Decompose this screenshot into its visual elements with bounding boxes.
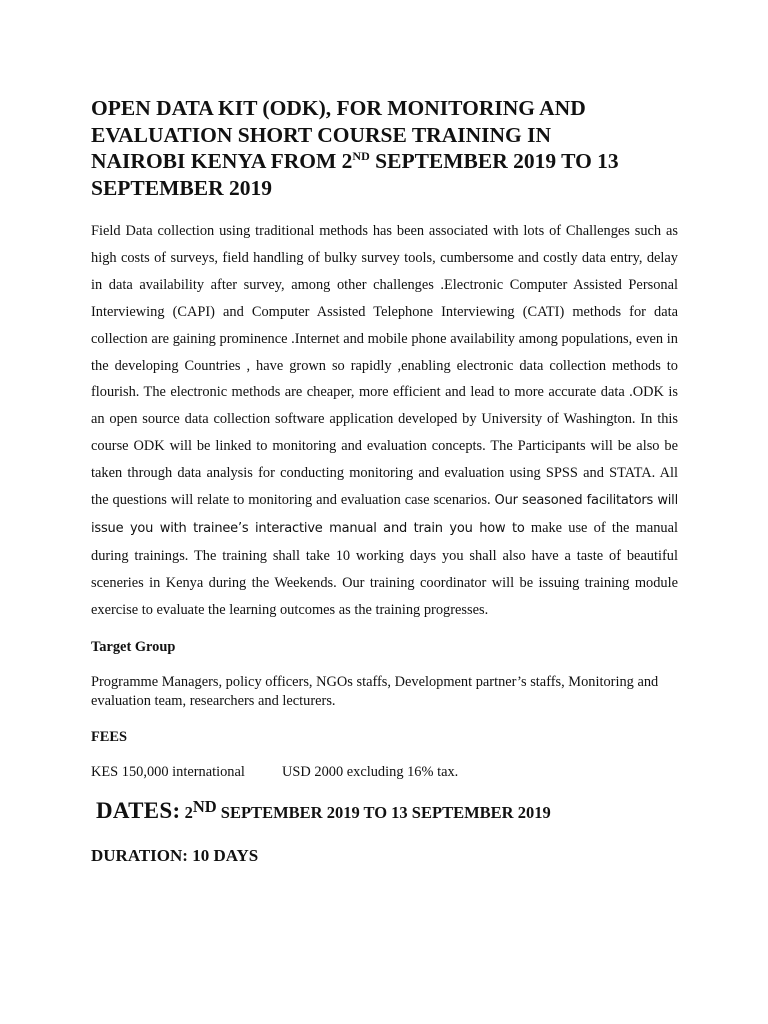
title-line-1: OPEN DATA KIT (ODK), FOR MONITORING AND [91, 96, 586, 120]
dates-value-end: SEPTEMBER 2019 TO 13 SEPTEMBER 2019 [216, 803, 551, 822]
page-title [91, 95, 691, 201]
target-group-text: Programme Managers, policy officers, NGOs staffs, Development partner’s staffs, Monitoring and evaluation team, researchers and lecturers. [91, 674, 659, 709]
description-part-2: Our seasoned facilitators will issue you with trainee’s interactive manual and train you how to [91, 493, 678, 536]
dates-superscript: ND [192, 797, 217, 816]
title-superscript: ND [352, 149, 370, 163]
dates-row [96, 798, 551, 824]
title-line-3-start: NAIROBI KENYA FROM 2 [91, 149, 353, 173]
duration-text: DURATION: 10 DAYS [91, 846, 259, 865]
title-line-2: EVALUATION SHORT COURSE TRAINING IN [91, 122, 552, 147]
target-group-heading: Target Group [91, 639, 176, 655]
description-part-3: make use of the manual during trainings. The training shall take 10 working days you shall also have a taste of beautiful sceneries in Kenya during the Weekends. Our training coordinator will be issuing training module exercise to evaluate the learning outcomes as the training progresses. [91, 519, 678, 618]
title-line-3-end: SEPTEMBER 2019 TO 13 [369, 149, 619, 173]
fees-kes: KES 150,000 international [91, 764, 245, 780]
dates-value-start: 2 [180, 803, 193, 822]
title-line-4: SEPTEMBER 2019 [91, 175, 272, 200]
fees-row [91, 763, 459, 782]
fees-usd: USD 2000 excluding 16% tax. [282, 764, 459, 780]
dates-label: DATES: [96, 798, 181, 823]
course-description [91, 218, 678, 624]
description-part-1: Field Data collection using traditional methods has been associated with lots of Challenges such as high costs of surveys, field handling of bulky survey tools, cumbersome and costly data entry, delay in data availability after survey, among other challenges .Electronic Computer Assisted Personal Interviewing (CAPI) and Computer Assisted Telephone Interviewing (CATI) methods for data collection are gaining prominence .Internet and mobile phone availability among populations, even in the developing Countries , have grown so rapidly ,enabling electronic data collection methods to flourish. The electronic methods are cheaper, more efficient and lead to more accurate data .ODK is an open source data collection software application developed by University of Washington. In this course ODK will be linked to monitoring and evaluation concepts. The Participants will be also be taken through data analysis for conducting monitoring and evaluation using SPSS and STATA. All the questions will relate to monitoring and evaluation case scenarios. [91, 223, 678, 509]
fees-heading: FEES [91, 729, 127, 745]
